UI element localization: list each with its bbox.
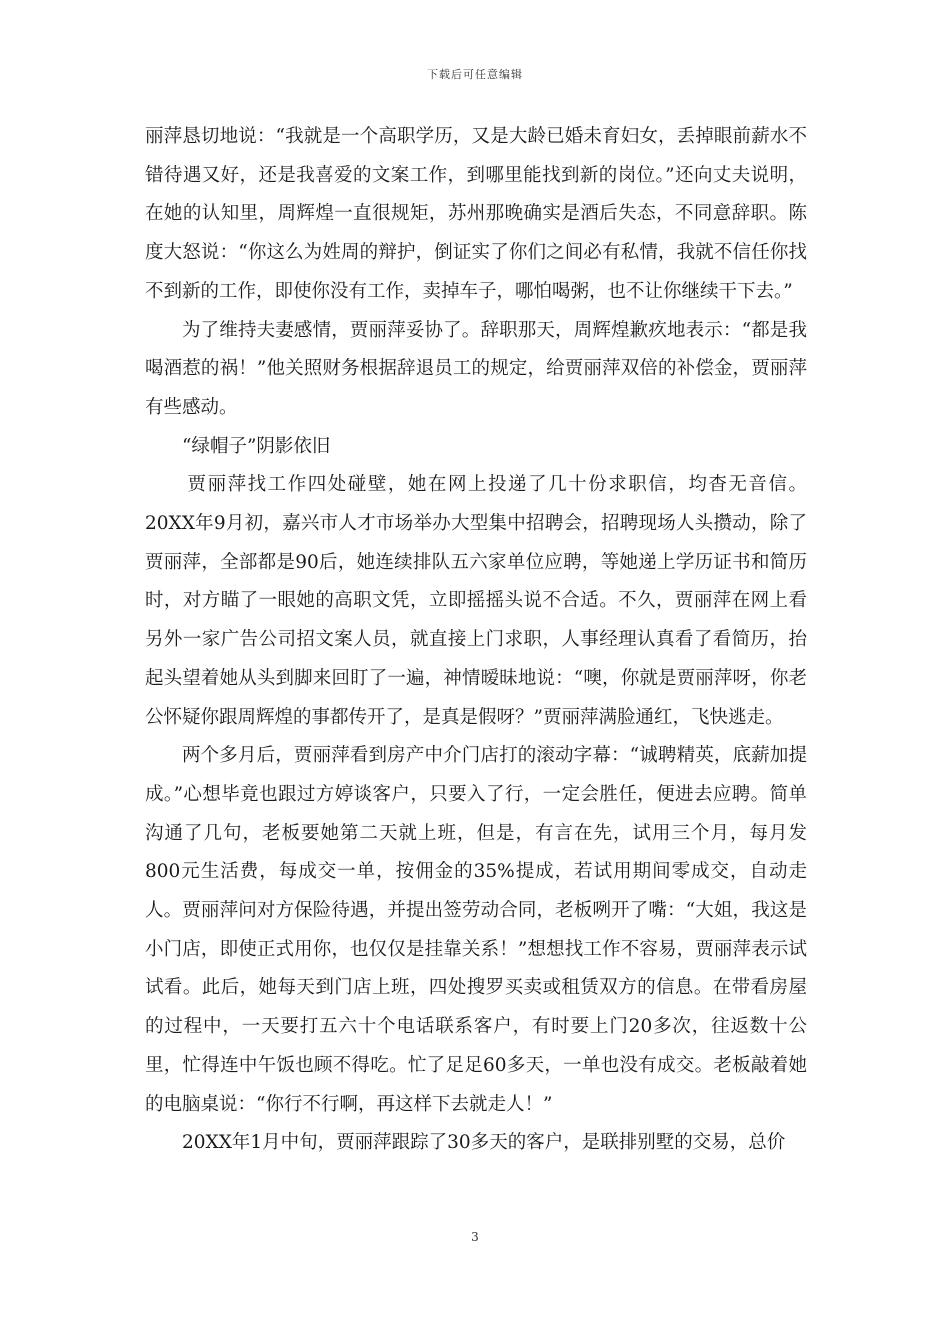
page-number: 3 bbox=[471, 1230, 479, 1244]
paragraph: 为了维持夫妻感情，贾丽萍妥协了。辞职那天，周辉煌歉疚地表示：“都是我喝酒惹的祸！”他关照财务根据辞退员工的规定，给贾丽萍双倍的补偿金，贾丽萍有些感动。 bbox=[145, 319, 807, 418]
page-header: 下载后可任意编辑 bbox=[427, 68, 523, 81]
paragraph: 贾丽萍找工作四处碰壁，她在网上投递了几十份求职信，均杳无音信。20XX年9月初，嘉兴市人才市场举办大型集中招聘会，招聘现场人头攒动，除了贾丽萍，全部都是90后，她连续排队五六家单位应聘，等她递上学历证书和简历时，对方瞄了一眼她的高职文凭，立即摇摇头说不合适。不久，贾丽萍在网上看另外一家广告公司招文案人员，就直接上门求职，人事经理认真看了看简历，抬起头望着她从头到脚来回盯了一遍，神情暧昧地说：“噢，你就是贾丽萍呀，你老公怀疑你跟周辉煌的事都传开了，是真是假呀？”贾丽萍满脸通红，飞快逃走。 bbox=[145, 474, 807, 728]
section-heading: “绿帽子”阴影依旧 bbox=[182, 435, 331, 457]
paragraph: 两个多月后，贾丽萍看到房产中介门店打的滚动字幕：“诚聘精英，底薪加提成。”心想毕竟也跟过方婷谈客户，只要入了行，一定会胜任，便进去应聘。简单沟通了几句，老板要她第二天就上班，但是，有言在先，试用三个月，每月发800元生活费，每成交一单，按佣金的35%提成，若试用期间零成交，自动走人。贾丽萍问对方保险待遇，并提出签劳动合同，老板咧开了嘴：“大姐，我这是小门店，即使正式用你，也仅仅是挂靠关系！”想想找工作不容易，贾丽萍表示试试看。此后，她每天到门店上班，四处搜罗买卖或租赁双方的信息。在带看房屋的过程中，一天要打五六十个电话联系客户，有时要上门20多次，往返数十公里，忙得连中午饭也顾不得吃。忙了足足60多天，一单也没有成交。老板敲着她的电脑桌说：“你行不行啊，再这样下去就走人！” bbox=[145, 745, 807, 1115]
paragraph: 20XX年1月中旬，贾丽萍跟踪了30多天的客户，是联排别墅的交易，总价 bbox=[182, 1132, 786, 1154]
paragraph-continuation: 丽萍恳切地说：“我就是一个高职学历，又是大龄已婚未育妇女，丢掉眼前薪水不错待遇又好，还是我喜爱的文案工作，到哪里能找到新的岗位。”还向丈夫说明，在她的认知里，周辉煌一直很规矩，苏州那晚确实是酒后失态，不同意辞职。陈度大怒说：“你这么为姓周的辩护，倒证实了你们之间必有私情，我就不信任你找不到新的工作，即使你没有工作，卖掉车子，哪怕喝粥，也不让你继续干下去。” bbox=[145, 126, 807, 302]
document-body bbox=[145, 118, 807, 1163]
